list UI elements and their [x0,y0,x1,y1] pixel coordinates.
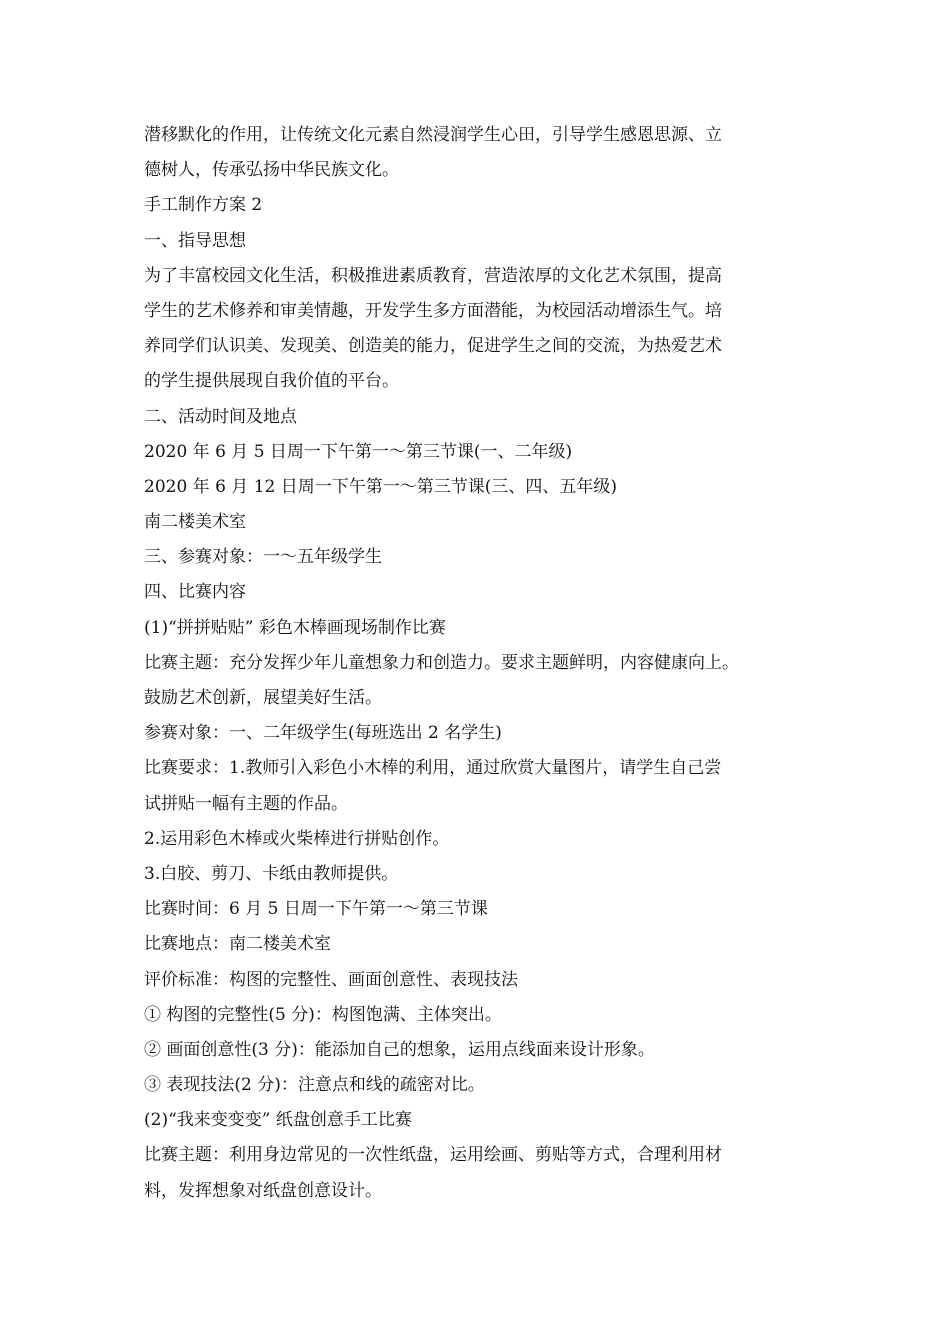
paragraph-line: 为了丰富校园文化生活，积极推进素质教育，营造浓厚的文化艺术氛围，提高 [144,265,722,286]
paragraph-line: 鼓励艺术创新，展望美好生活。 [144,688,382,708]
paragraph-line: 比赛时间：6 月 5 日周一下午第一～第三节课 [144,899,488,920]
paragraph-line: 料，发挥想象对纸盘创意设计。 [144,1180,382,1201]
paragraph-line: 德树人，传承弘扬中华民族文化。 [144,160,399,181]
paragraph-line: 评价标准：构图的完整性、画面创意性、表现技法 [144,969,518,990]
list-item: 3.白胶、剪刀、卡纸由教师提供。 [144,863,399,884]
paragraph-line: 比赛主题：充分发挥少年儿童想象力和创造力。要求主题鲜明，内容健康向上。 [144,652,739,673]
list-item: ③ 表现技法(2 分)：注意点和线的疏密对比。 [144,1075,485,1096]
paragraph-line: 比赛主题：利用身边常见的一次性纸盘，运用绘画、剪贴等方式，合理利用材 [144,1145,722,1166]
section-heading: 一、指导思想 [144,230,246,251]
list-item: 2.运用彩色木棒或火柴棒进行拼贴创作。 [144,828,450,849]
paragraph-line: 2020 年 6 月 12 日周一下午第一～第三节课(三、四、五年级) [144,476,617,497]
subsection-heading: (1)“拼拼贴贴” 彩色木棒画现场制作比赛 [144,617,446,638]
paragraph-line: 比赛要求：1.教师引入彩色小木棒的利用，通过欣赏大量图片，请学生自己尝 [144,758,722,779]
section-heading: 二、活动时间及地点 [144,406,297,427]
paragraph-line: 南二楼美术室 [144,512,246,533]
section-heading: 四、比赛内容 [144,582,246,603]
paragraph-line: 参赛对象：一、二年级学生(每班选出 2 名学生) [144,723,502,744]
section-heading: 三、参赛对象：一～五年级学生 [144,547,382,568]
paragraph-line: 试拼贴一幅有主题的作品。 [144,793,348,814]
paragraph-line: 潜移默化的作用，让传统文化元素自然浸润学生心田，引导学生感恩思源、立 [144,125,722,145]
paragraph-line: 比赛地点：南二楼美术室 [144,934,331,955]
paragraph-line: 的学生提供展现自我价值的平台。 [144,371,399,392]
paragraph-line: 养同学们认识美、发现美、创造美的能力，促进学生之间的交流，为热爱艺术 [144,336,722,357]
subsection-heading: (2)“我来变变变” 纸盘创意手工比赛 [144,1110,412,1131]
paragraph-line: 学生的艺术修养和审美情趣，开发学生多方面潜能，为校园活动增添生气。培 [144,300,722,321]
paragraph-line: 2020 年 6 月 5 日周一下午第一～第三节课(一、二年级) [144,441,573,462]
section-title: 手工制作方案 2 [144,195,263,216]
list-item: ② 画面创意性(3 分)：能添加自己的想象，运用点线面来设计形象。 [144,1039,655,1060]
document-body [144,118,834,1209]
list-item: ① 构图的完整性(5 分)：构图饱满、主体突出。 [144,1004,502,1025]
